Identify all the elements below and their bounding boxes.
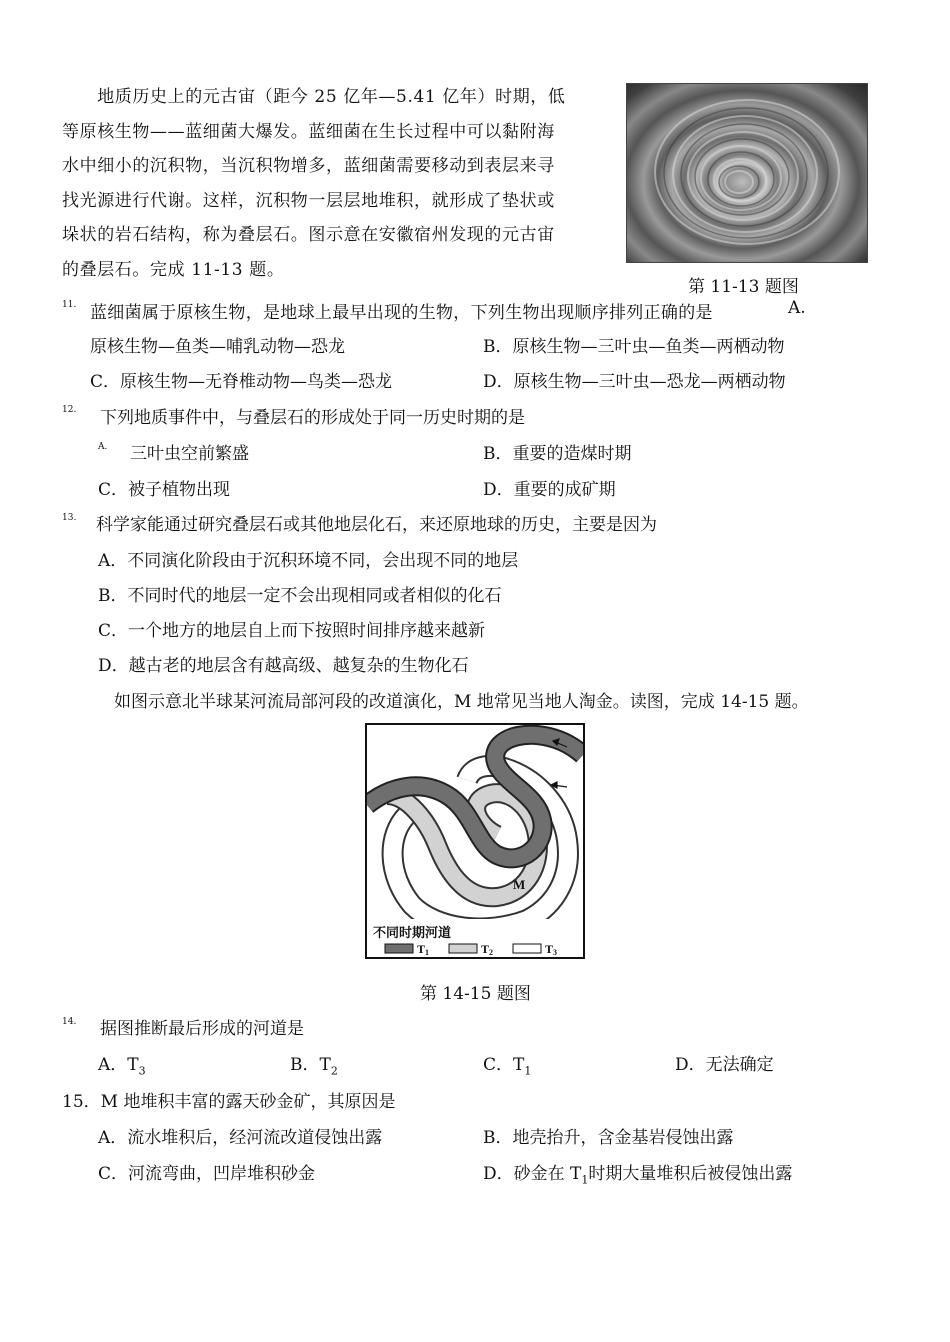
legend-sub-t1: 1: [425, 948, 430, 957]
q15-option-b: B．地壳抬升，含金基岩侵蚀出露: [483, 1128, 734, 1148]
q13-stem: 科学家能通过研究叠层石或其他地层化石，来还原地球的历史，主要是因为: [96, 515, 657, 535]
intro2-text: 如图示意北半球某河流局部河段的改道演化，M 地常见当地人淘金。读图，完成 14-15 题。: [114, 692, 809, 712]
q12-option-a-label: A.: [98, 442, 108, 452]
m-label: M: [513, 877, 526, 892]
figure1-caption: 第 11-13 题图: [688, 277, 799, 297]
q14-number: 14.: [62, 1017, 77, 1027]
q13-option-d: D．越古老的地层含有越高级、越复杂的生物化石: [98, 656, 469, 676]
stromatolite-photo: [626, 83, 868, 263]
q13-option-b: B．不同时代的地层一定不会出现相同或者相似的化石: [98, 586, 502, 606]
q15-stem: 15．M 地堆积丰富的露天砂金矿，其原因是: [62, 1092, 396, 1112]
intro-line: 等原核生物——蓝细菌大爆发。蓝细菌在生长过程中可以黏附海: [62, 121, 555, 142]
legend-label-t1: T: [417, 942, 426, 956]
q14-option-d: D．无法确定: [675, 1055, 774, 1075]
legend-sub-t2: 2: [489, 948, 494, 957]
q14-option-b: B．$T_2$: [290, 1055, 338, 1078]
q11-option-c: C．原核生物—无脊椎动物—鸟类—恐龙: [90, 372, 393, 392]
q11-number: 11.: [62, 300, 77, 310]
q12-number: 12.: [62, 405, 77, 415]
q11-option-b: B．原核生物—三叶虫—鱼类—两栖动物: [483, 337, 785, 357]
river-channels-svg: [367, 725, 583, 957]
intro-line: 垛状的岩石结构，称为叠层石。图示意在安徽宿州发现的元古宙: [62, 225, 555, 245]
legend-label-t2: T: [481, 942, 490, 956]
legend-title: 不同时期河道: [373, 926, 452, 941]
q12-stem: 下列地质事件中，与叠层石的形成处于同一历史时期的是: [100, 408, 525, 428]
q14-option-c: C．$T_1$: [483, 1055, 532, 1078]
intro-line: 找光源进行代谢。这样，沉积物一层层地堆积，就形成了垫状或: [62, 190, 555, 211]
q12-option-c: C．被子植物出现: [98, 480, 231, 500]
q15-option-c: C．河流弯曲，凹岸堆积砂金: [98, 1164, 316, 1184]
q11-option-d: D．原核生物—三叶虫—恐龙—两栖动物: [483, 372, 786, 392]
legend-sub-t3: 3: [553, 948, 558, 957]
q12-option-b: B．重要的造煤时期: [483, 444, 632, 464]
q15-option-a: A．流水堆积后，经河流改道侵蚀出露: [98, 1128, 383, 1148]
q11-option-a-label: A.: [788, 298, 806, 318]
q14-option-a: A．$T_3$: [98, 1055, 146, 1078]
q12-option-d: D．重要的成矿期: [483, 480, 616, 500]
river-diagram: [365, 723, 585, 959]
stromatolite-rings: [627, 84, 867, 262]
figure2-caption: 第 14-15 题图: [420, 984, 531, 1004]
q12-option-a: 三叶虫空前繁盛: [130, 444, 249, 464]
legend-swatch-t2: [449, 944, 477, 953]
legend-label-t3: T: [545, 942, 554, 956]
q14-stem: 据图推断最后形成的河道是: [100, 1019, 304, 1039]
q13-option-a: A．不同演化阶段由于沉积环境不同，会出现不同的地层: [98, 551, 519, 571]
q13-option-c: C．一个地方的地层自上而下按照时间排序越来越新: [98, 621, 486, 641]
q11-stem: 蓝细菌属于原核生物，是地球上最早出现的生物，下列生物出现顺序排列正确的是: [90, 303, 713, 323]
q11-option-a: 原核生物—鱼类—哺乳动物—恐龙: [90, 337, 345, 357]
legend-swatch-t3: [513, 944, 541, 953]
intro-line: 水中细小的沉积物，当沉积物增多，蓝细菌需要移动到表层来寻: [62, 156, 555, 176]
intro-line: 的叠层石。完成 11-13 题。: [62, 259, 285, 280]
q15-option-d: D．砂金在 $T_1$时期大量堆积后被侵蚀出露: [483, 1164, 793, 1187]
intro-paragraph: [62, 80, 607, 287]
intro-line: 地质历史上的元古宙（距今 25 亿年—5.41 亿年）时期，低: [62, 87, 566, 107]
legend-swatch-t1: [385, 944, 413, 953]
q13-number: 13.: [62, 513, 77, 523]
